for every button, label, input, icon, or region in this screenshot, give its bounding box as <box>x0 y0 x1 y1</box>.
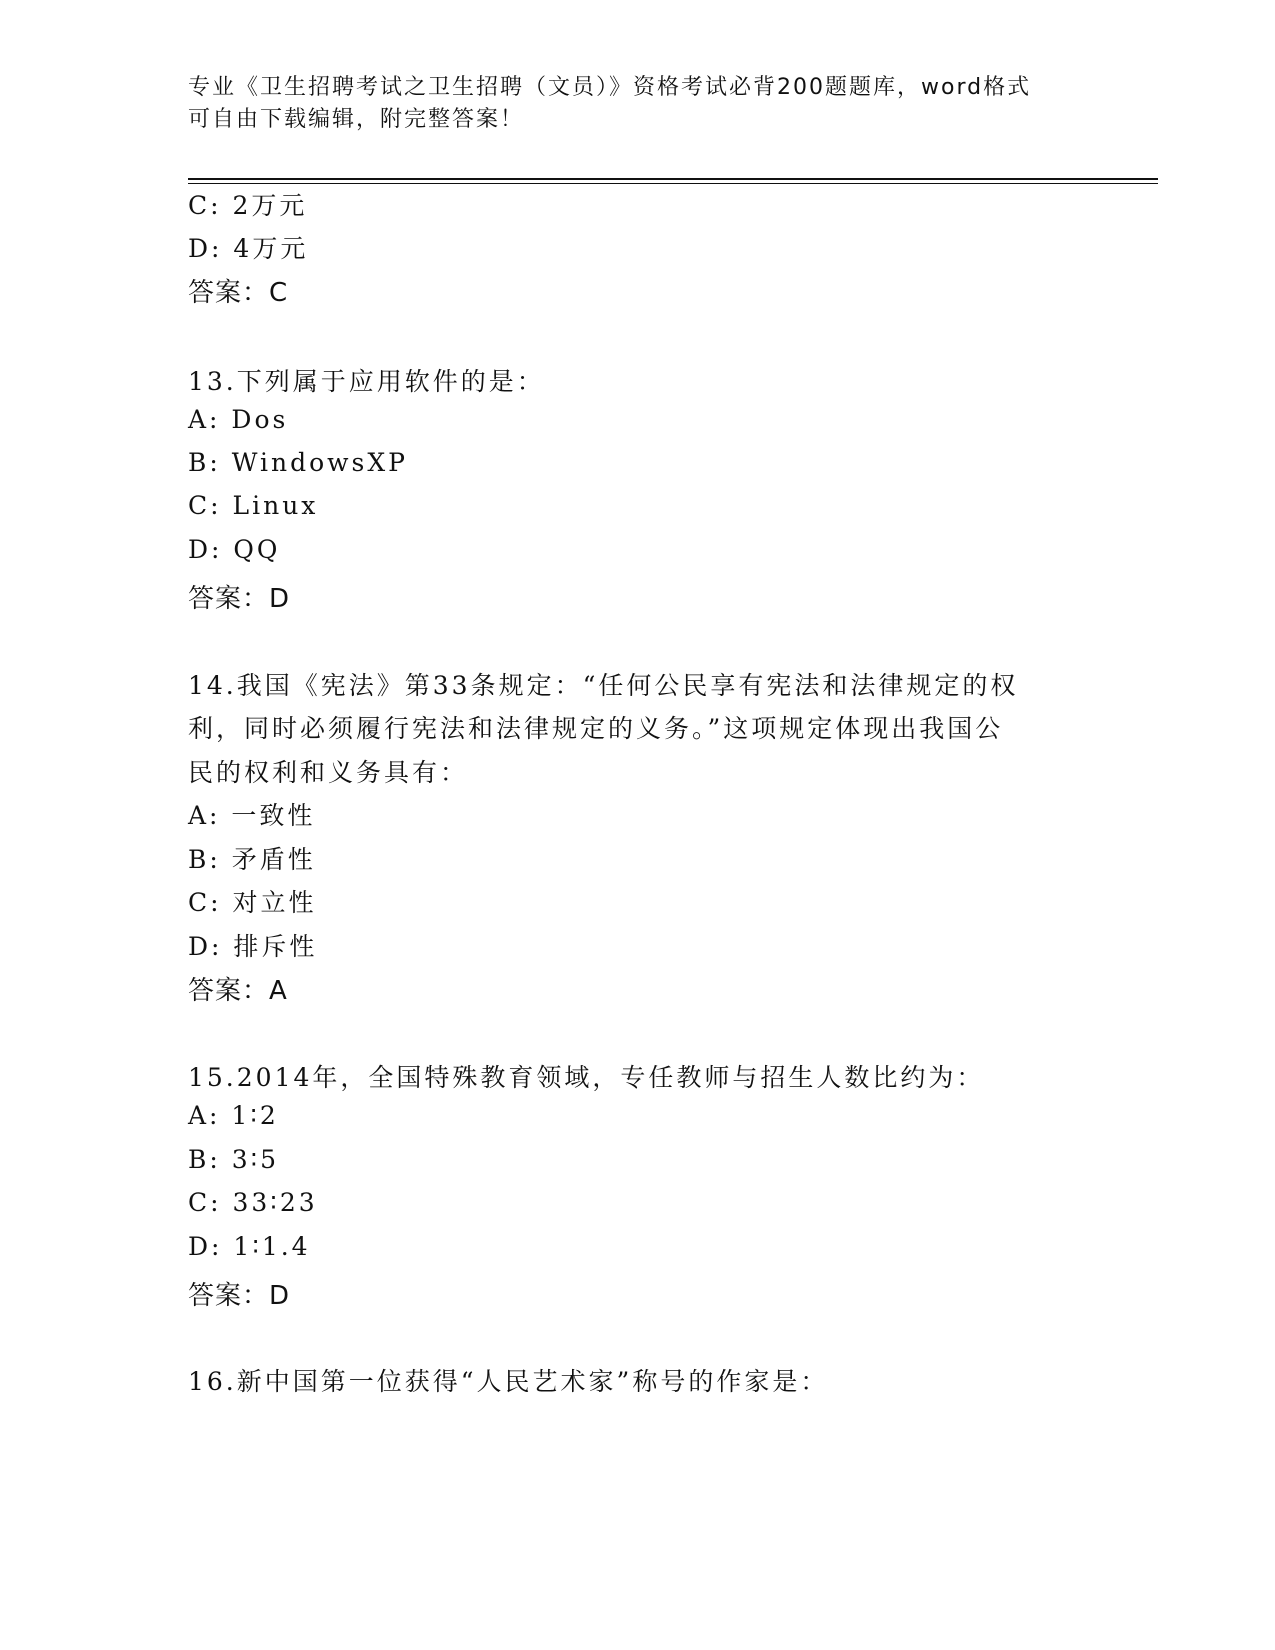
question-stem: 民的权利和义务具有： <box>188 758 469 787</box>
question-stem: 13.下列属于应用软件的是： <box>188 367 545 396</box>
header-divider <box>188 178 1158 184</box>
option-line: B: 矛盾性 <box>188 845 316 874</box>
document-header <box>188 72 1088 136</box>
option-line: C: 33∶23 <box>188 1188 318 1217</box>
option-line: B: WindowsXP <box>188 448 408 477</box>
option-line: D: 排斥性 <box>188 932 318 961</box>
option-line: A: Dos <box>188 405 289 434</box>
question-stem: 14.我国《宪法》第33条规定：“任何公民享有宪法和法律规定的权 <box>188 671 1019 700</box>
question-stem: 16.新中国第一位获得“人民艺术家”称号的作家是： <box>188 1367 829 1396</box>
option-line: A: 1∶2 <box>188 1101 279 1130</box>
option-line: D: 1∶1.4 <box>188 1232 311 1261</box>
answer-line: 答案：C <box>188 278 289 308</box>
option-line: D: QQ <box>188 535 281 564</box>
option-line: C: 2万元 <box>188 191 308 220</box>
header-title-line-1: 专业《卫生招聘考试之卫生招聘（文员）》资格考试必背200题题库，word格式 <box>188 75 1032 100</box>
answer-line: 答案：A <box>188 976 288 1006</box>
answer-line: 答案：D <box>188 584 291 614</box>
question-stem: 利，同时必须履行宪法和法律规定的义务。”这项规定体现出我国公 <box>188 714 1004 743</box>
option-line: A: 一致性 <box>188 801 316 830</box>
option-line: C: 对立性 <box>188 888 317 917</box>
answer-line: 答案：D <box>188 1281 291 1311</box>
header-title-line-2: 可自由下载编辑，附完整答案！ <box>188 107 525 132</box>
question-stem: 15.2014年，全国特殊教育领域，专任教师与招生人数比约为： <box>188 1063 985 1092</box>
option-line: C: Linux <box>188 491 319 520</box>
option-line: B: 3∶5 <box>188 1145 280 1174</box>
option-line: D: 4万元 <box>188 234 309 263</box>
